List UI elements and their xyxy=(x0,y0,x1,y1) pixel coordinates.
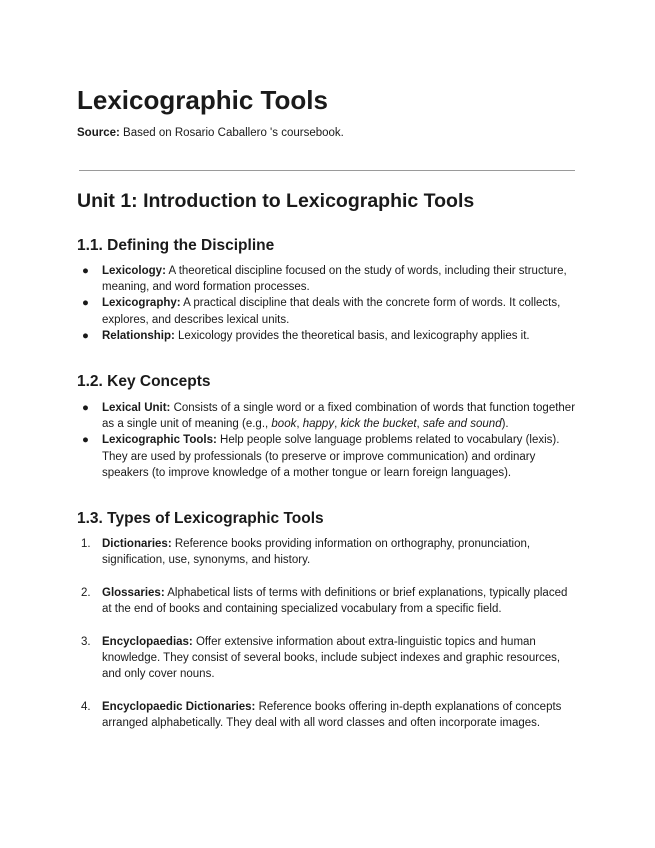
list-item xyxy=(77,328,577,344)
bullet-list-key-concepts xyxy=(77,400,577,481)
bullet-icon: ● xyxy=(82,402,89,414)
item-term: Relationship: xyxy=(102,329,175,342)
bullet-list-defining-discipline xyxy=(77,263,577,344)
item-text: Reference books providing information on orthography, pronunciation, signification, use, synonyms, and history. xyxy=(102,538,531,567)
list-item xyxy=(77,634,577,683)
item-number: 3. xyxy=(81,635,91,648)
list-item xyxy=(77,263,577,295)
list-item xyxy=(77,295,577,327)
unit-title: Unit 1: Introduction to Lexicographic Tools xyxy=(77,190,475,212)
example-word: safe and sound xyxy=(422,418,502,431)
item-text: Consists of a single word or a fixed combination of words that function together as a single unit of meaning (e.g., xyxy=(102,402,576,431)
numbered-list-types-of-tools xyxy=(77,536,577,748)
item-text-tail: ). xyxy=(501,418,509,431)
source-text: Based on Rosario Caballero 's coursebook. xyxy=(119,127,344,139)
item-term: Lexicographic Tools: xyxy=(102,434,217,447)
list-item xyxy=(77,400,577,432)
item-text: Help people solve language problems related to vocabulary (lexis). They are used by professionals (to preserve or improve communication) and ordinary speakers (to improve knowledge of a mother tongue or learn foreign languages). xyxy=(102,434,560,479)
list-item xyxy=(77,699,577,731)
document-title: Lexicographic Tools xyxy=(77,85,328,115)
item-term: Lexicology: xyxy=(102,265,166,277)
separator: , xyxy=(296,418,303,431)
example-word: happy xyxy=(302,418,335,431)
list-item xyxy=(77,536,577,568)
list-item xyxy=(77,585,577,617)
item-number: 4. xyxy=(81,700,91,713)
item-text: Reference books offering in-depth explanations of concepts arranged alphabetically. They deal with all word classes and often incorporate images. xyxy=(102,700,562,730)
section-title-defining-discipline: 1.1. Defining the Discipline xyxy=(77,237,275,254)
bullet-icon: ● xyxy=(82,265,89,277)
item-term: Encyclopaedias: xyxy=(102,635,193,648)
example-word: book xyxy=(271,418,297,431)
item-number: 1. xyxy=(81,538,91,550)
item-term: Lexicography: xyxy=(102,297,181,310)
horizontal-divider xyxy=(79,170,575,171)
list-item xyxy=(77,432,577,481)
separator: , xyxy=(416,418,423,431)
source-label: Source: xyxy=(77,127,120,139)
section-title-key-concepts: 1.2. Key Concepts xyxy=(77,373,211,390)
item-term: Lexical Unit: xyxy=(102,402,171,414)
item-text: Alphabetical lists of terms with definitions or brief explanations, typically placed at the end of books and containing specialized vocabulary from a specific field. xyxy=(102,586,568,616)
item-text: A theoretical discipline focused on the study of words, including their structure, meaning, and word formation processes. xyxy=(102,265,567,294)
source-line xyxy=(77,125,344,141)
separator: , xyxy=(334,418,341,431)
item-text: A practical discipline that deals with the concrete form of words. It collects, explores, and describes lexical units. xyxy=(102,297,561,326)
bullet-icon: ● xyxy=(82,329,89,342)
section-title-types-of-tools: 1.3. Types of Lexicographic Tools xyxy=(77,510,324,527)
item-term: Glossaries: xyxy=(102,586,165,599)
bullet-icon: ● xyxy=(82,297,89,310)
example-word: kick the bucket xyxy=(340,418,417,431)
bullet-icon: ● xyxy=(82,434,89,447)
item-term: Dictionaries: xyxy=(102,538,172,550)
item-number: 2. xyxy=(81,586,91,599)
item-text: Lexicology provides the theoretical basis, and lexicography applies it. xyxy=(174,329,530,342)
item-text: Offer extensive information about extra-linguistic topics and human knowledge. They consist of several books, include subject indexes and graphic resources, and only cover nouns. xyxy=(102,635,561,681)
item-term: Encyclopaedic Dictionaries: xyxy=(102,700,256,713)
